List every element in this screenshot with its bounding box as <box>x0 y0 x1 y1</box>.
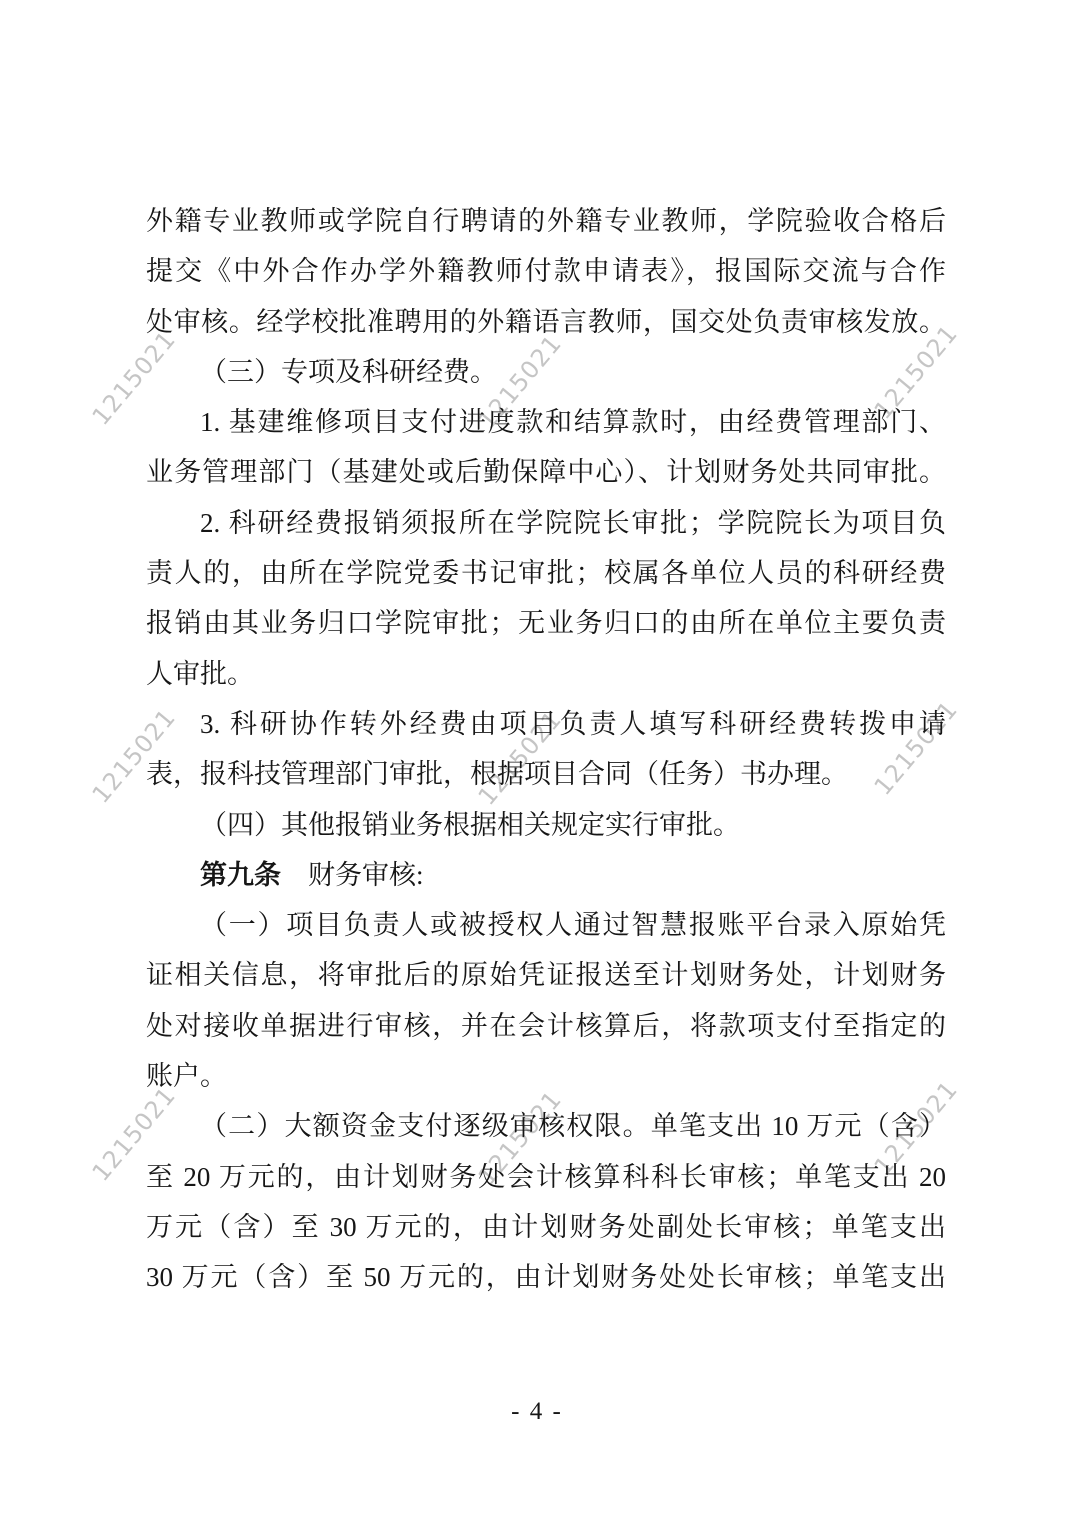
text-line: （二）大额资金支付逐级审核权限。单笔支出 10 万元（含） <box>200 1111 946 1142</box>
watermark-text: 1215021 <box>472 705 568 811</box>
page-number: - 4 - <box>511 1398 563 1425</box>
text-line: （一）项目负责人或被授权人通过智慧报账平台录入原始凭 <box>200 910 946 941</box>
watermark-text: 1215021 <box>472 1085 568 1191</box>
watermark-text: 1215021 <box>86 703 182 809</box>
text-line: 账户。 <box>146 1061 227 1092</box>
watermark-text: 1215021 <box>868 695 964 801</box>
text-line: 处审核。经学校批准聘用的外籍语言教师，国交处负责审核发放。 <box>146 306 946 337</box>
watermark-text: 1215021 <box>868 1075 964 1181</box>
text-line: 外籍专业教师或学院自行聘请的外籍专业教师，学院验收合格后 <box>146 206 946 236</box>
text-line: 处对接收单据进行审核，并在会计核算后，将款项支付至指定的 <box>146 1010 946 1041</box>
document-body <box>146 196 946 1303</box>
text-line: 表，报科技管理部门审批，根据项目合同（任务）书办理。 <box>146 759 848 790</box>
text-line: 责人的，由所在学院党委书记审批；校属各单位人员的科研经费 <box>146 558 946 589</box>
text-line: 至 20 万元的，由计划财务处会计核算科科长审核；单笔支出 20 <box>146 1161 946 1192</box>
text-line <box>146 850 946 900</box>
text-line: 30 万元（含）至 50 万元的，由计划财务处处长审核；单笔支出 <box>146 1262 946 1293</box>
watermark-text: 1215021 <box>86 1081 182 1187</box>
watermark-text: 1215021 <box>868 319 964 425</box>
text-line: 2. 科研经费报销须报所在学院院长审批；学院院长为项目负 <box>200 507 946 538</box>
text-line: （四）其他报销业务根据相关规定实行审批。 <box>200 809 740 840</box>
text-line: 3. 科研协作转外经费由项目负责人填写科研经费转拨申请 <box>200 708 946 739</box>
watermark-text: 1215021 <box>472 329 568 435</box>
text-line: 证相关信息，将审批后的原始凭证报送至计划财务处，计划财务 <box>146 960 946 991</box>
text-line: 报销由其业务归口学院审批；无业务归口的由所在单位主要负责 <box>146 608 946 639</box>
watermark-text: 1215021 <box>86 325 182 431</box>
text-line: （三）专项及科研经费。 <box>200 356 497 387</box>
article-number-label: 第九条 <box>200 859 281 890</box>
article-heading-label: 财务审核: <box>281 859 424 890</box>
text-line: 人审批。 <box>146 658 254 689</box>
text-line: 业务管理部门（基建处或后勤保障中心）、计划财务处共同审批。 <box>146 457 946 488</box>
text-line: 提交《中外合作办学外籍教师付款申请表》，报国际交流与合作 <box>146 256 946 287</box>
text-line: 1. 基建维修项目支付进度款和结算款时，由经费管理部门、 <box>200 407 946 438</box>
text-line: 万元（含）至 30 万元的，由计划财务处副处长审核；单笔支出 <box>146 1211 946 1242</box>
